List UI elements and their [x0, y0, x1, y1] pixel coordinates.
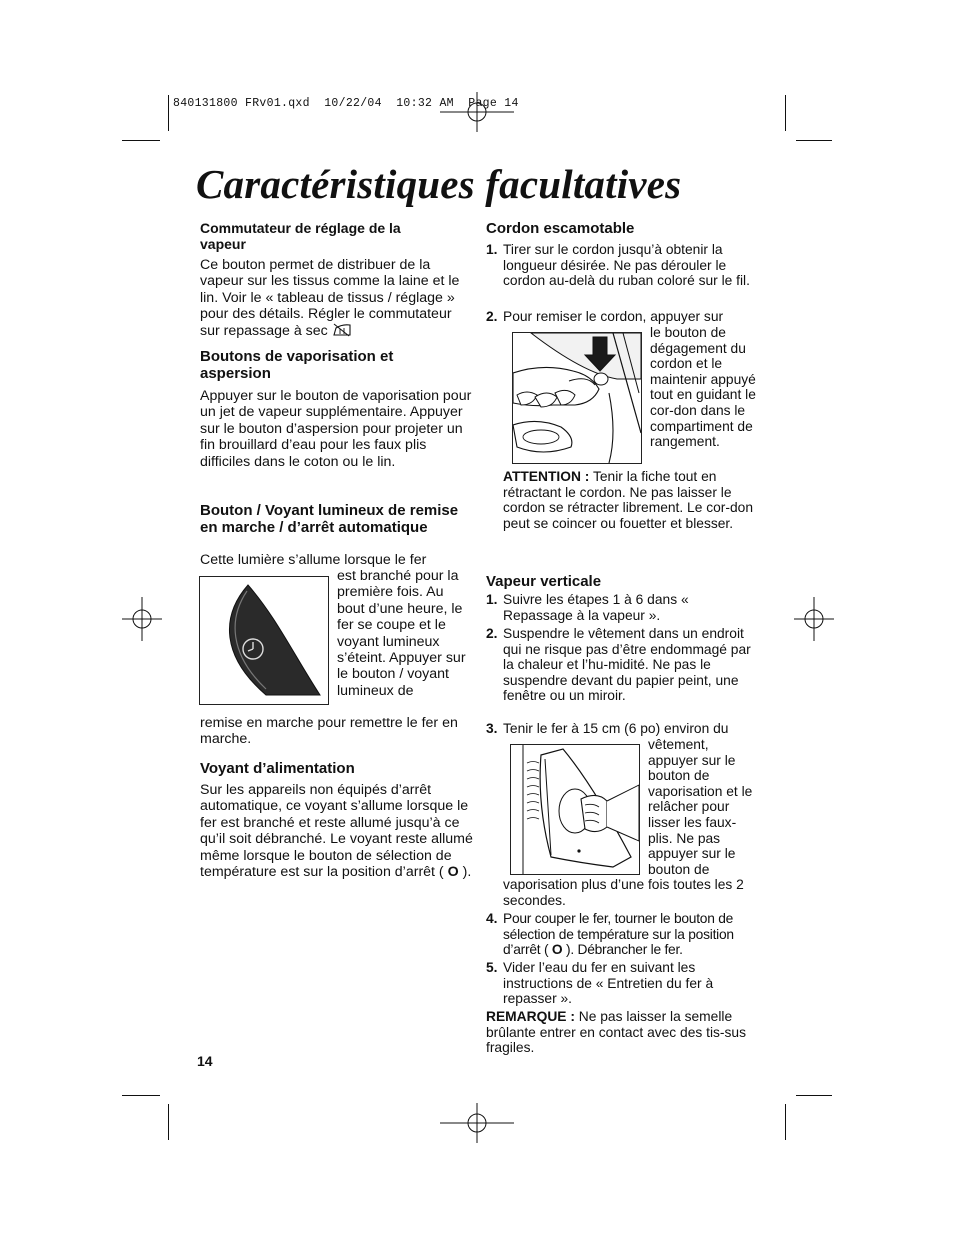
power-light-body: Sur les appareils non équipés d’arrêt automatique, ce voyant s’allume lorsque le fer est branché et reste allumé jusqu’à ce qu’il soit débranché. Le voyant reste allumé même lorsque le bouton de sélection de température est sur la position d’arrêt (: [200, 782, 473, 881]
auto-off-text-side: est branché pour la première fois. Au bout d’une heure, le fer se coupe et le voyant lumineux s’éteint. Appuyer sur le bouton / voyant lumineux de: [337, 568, 466, 699]
cord-release-illustration: [512, 332, 642, 464]
vertical-steam-illustration: [510, 744, 640, 875]
cord-step2-number: 2.: [486, 309, 498, 324]
crop-mark-br-vertical: [785, 1104, 786, 1140]
auto-off-text-bottom: remise en marche pour remettre le fer en marche.: [200, 715, 458, 748]
vertical-step5-number: 5.: [486, 960, 498, 975]
vertical-step3-text-side: vêtement, appuyer sur le bouton de vaporisation et le relâcher pour lisser les faux-plis. Ne pas appuyer sur le bouton de: [648, 737, 753, 877]
vertical-step3-text-bottom: vaporisation plus d’une fois toutes les 2 secondes.: [503, 877, 744, 908]
power-light-text: [200, 782, 476, 880]
off-symbol: O: [447, 864, 459, 881]
registration-mark-right: [794, 597, 834, 641]
spray-buttons-text: Appuyer sur le bouton de vaporisation pour un jet de vapeur supplémentaire. Appuyer sur le bouton d’aspersion pour projeter un fin brouillard d’eau pour les faux plis difficiles dans le coton ou le lin.: [200, 388, 472, 470]
vertical-step1-text: Suivre les étapes 1 à 6 dans « Repassage à la vapeur ».: [503, 592, 689, 623]
cord-step1-text: Tirer sur le cordon jusqu’à obtenir la longueur désirée. Ne pas dérouler le cordon au-delà du ruban coloré sur le fil.: [503, 242, 750, 289]
registration-mark-bottom: [440, 1103, 514, 1143]
crop-mark-bl-vertical: [168, 1104, 169, 1140]
crop-mark-tl-vertical: [168, 95, 169, 131]
cord-step2-text-side: le bouton de dégagement du cordon et le maintenir appuyé tout en guidant le cor-don dans le compartiment de rangement.: [650, 325, 756, 450]
power-button-icon: [200, 577, 328, 704]
vertical-step2-text: Suspendre le vêtement dans un endroit qui ne risque pas d’être endommagé par la chaleur et l’hu-midité. Ne pas le suspendre devant du papier peint, une fenêtre ou un miroir.: [503, 626, 751, 704]
steam-switch-body: Ce bouton permet de distribuer de la vapeur sur les tissus comme la laine et le lin. Voir le « tableau de tissus / réglage » pour des détails. Régler le commutateur sur repassage à sec: [200, 257, 460, 339]
print-slug: 840131800 FRv01.qxd 10/22/04 10:32 AM Page 14: [173, 97, 519, 110]
power-light-end: ).: [462, 864, 472, 881]
vertical-step4-text: [503, 911, 765, 958]
cord-step2-text-top: Pour remiser le cordon, appuyer sur: [503, 309, 724, 324]
remark-note: [486, 1009, 764, 1056]
cord-heading: Cordon escamotable: [486, 220, 635, 237]
power-light-heading: Voyant d’alimentation: [200, 760, 355, 777]
registration-mark-left: [122, 597, 162, 641]
vertical-step4-number: 4.: [486, 911, 498, 926]
vertical-steam-heading: Vapeur verticale: [486, 573, 602, 590]
page-title: Caractéristiques facultatives: [196, 161, 682, 207]
vertical-step4-a: Pour couper le fer, tourner le bouton de sélection de température sur la position d’arrêt (: [503, 911, 734, 958]
vertical-step3-number: 3.: [486, 721, 498, 736]
power-button-illustration: [199, 576, 329, 705]
steam-switch-heading: Commutateur de réglage de la vapeur: [200, 220, 401, 252]
vertical-step2-number: 2.: [486, 626, 498, 641]
crop-mark-tr-horizontal: [796, 140, 832, 141]
crop-mark-br-horizontal: [796, 1095, 832, 1096]
vertical-step3-text-top: Tenir le fer à 15 cm (6 po) environ du: [503, 721, 729, 736]
crop-mark-tr-vertical: [785, 95, 786, 131]
attention-note: [503, 469, 763, 531]
auto-off-text-top: Cette lumière s’allume lorsque le fer: [200, 552, 427, 568]
vertical-step5-text: Vider l’eau du fer en suivant les instructions de « Entretien du fer à repasser ».: [503, 960, 714, 1007]
spray-buttons-heading: Boutons de vaporisation et aspersion: [200, 348, 394, 382]
vertical-step4-off-symbol: O: [551, 942, 563, 958]
auto-off-heading: Bouton / Voyant lumineux de remise en marche / d’arrêt automatique: [200, 502, 459, 536]
cord-step1-number: 1.: [486, 242, 498, 257]
steam-switch-text: [200, 257, 468, 339]
crop-mark-bl-horizontal: [122, 1095, 160, 1096]
remark-label: REMARQUE :: [486, 1009, 575, 1024]
attention-label: ATTENTION :: [503, 469, 590, 484]
remark-text: Ne pas laisser la semelle brûlante entrer en contact avec des tis-sus fragiles.: [486, 1009, 746, 1056]
crop-mark-tl-horizontal: [122, 140, 160, 141]
attention-text: Tenir la fiche tout en rétractant le cordon. Ne pas laisser le cordon se rétracter librement. Le cor-don peut se coincer ou fouetter et blesser.: [503, 469, 753, 531]
page-number: 14: [197, 1053, 213, 1069]
vertical-step1-number: 1.: [486, 592, 498, 607]
dry-iron-icon: [332, 323, 352, 337]
vertical-step4-b: ). Débrancher le fer.: [565, 942, 683, 958]
